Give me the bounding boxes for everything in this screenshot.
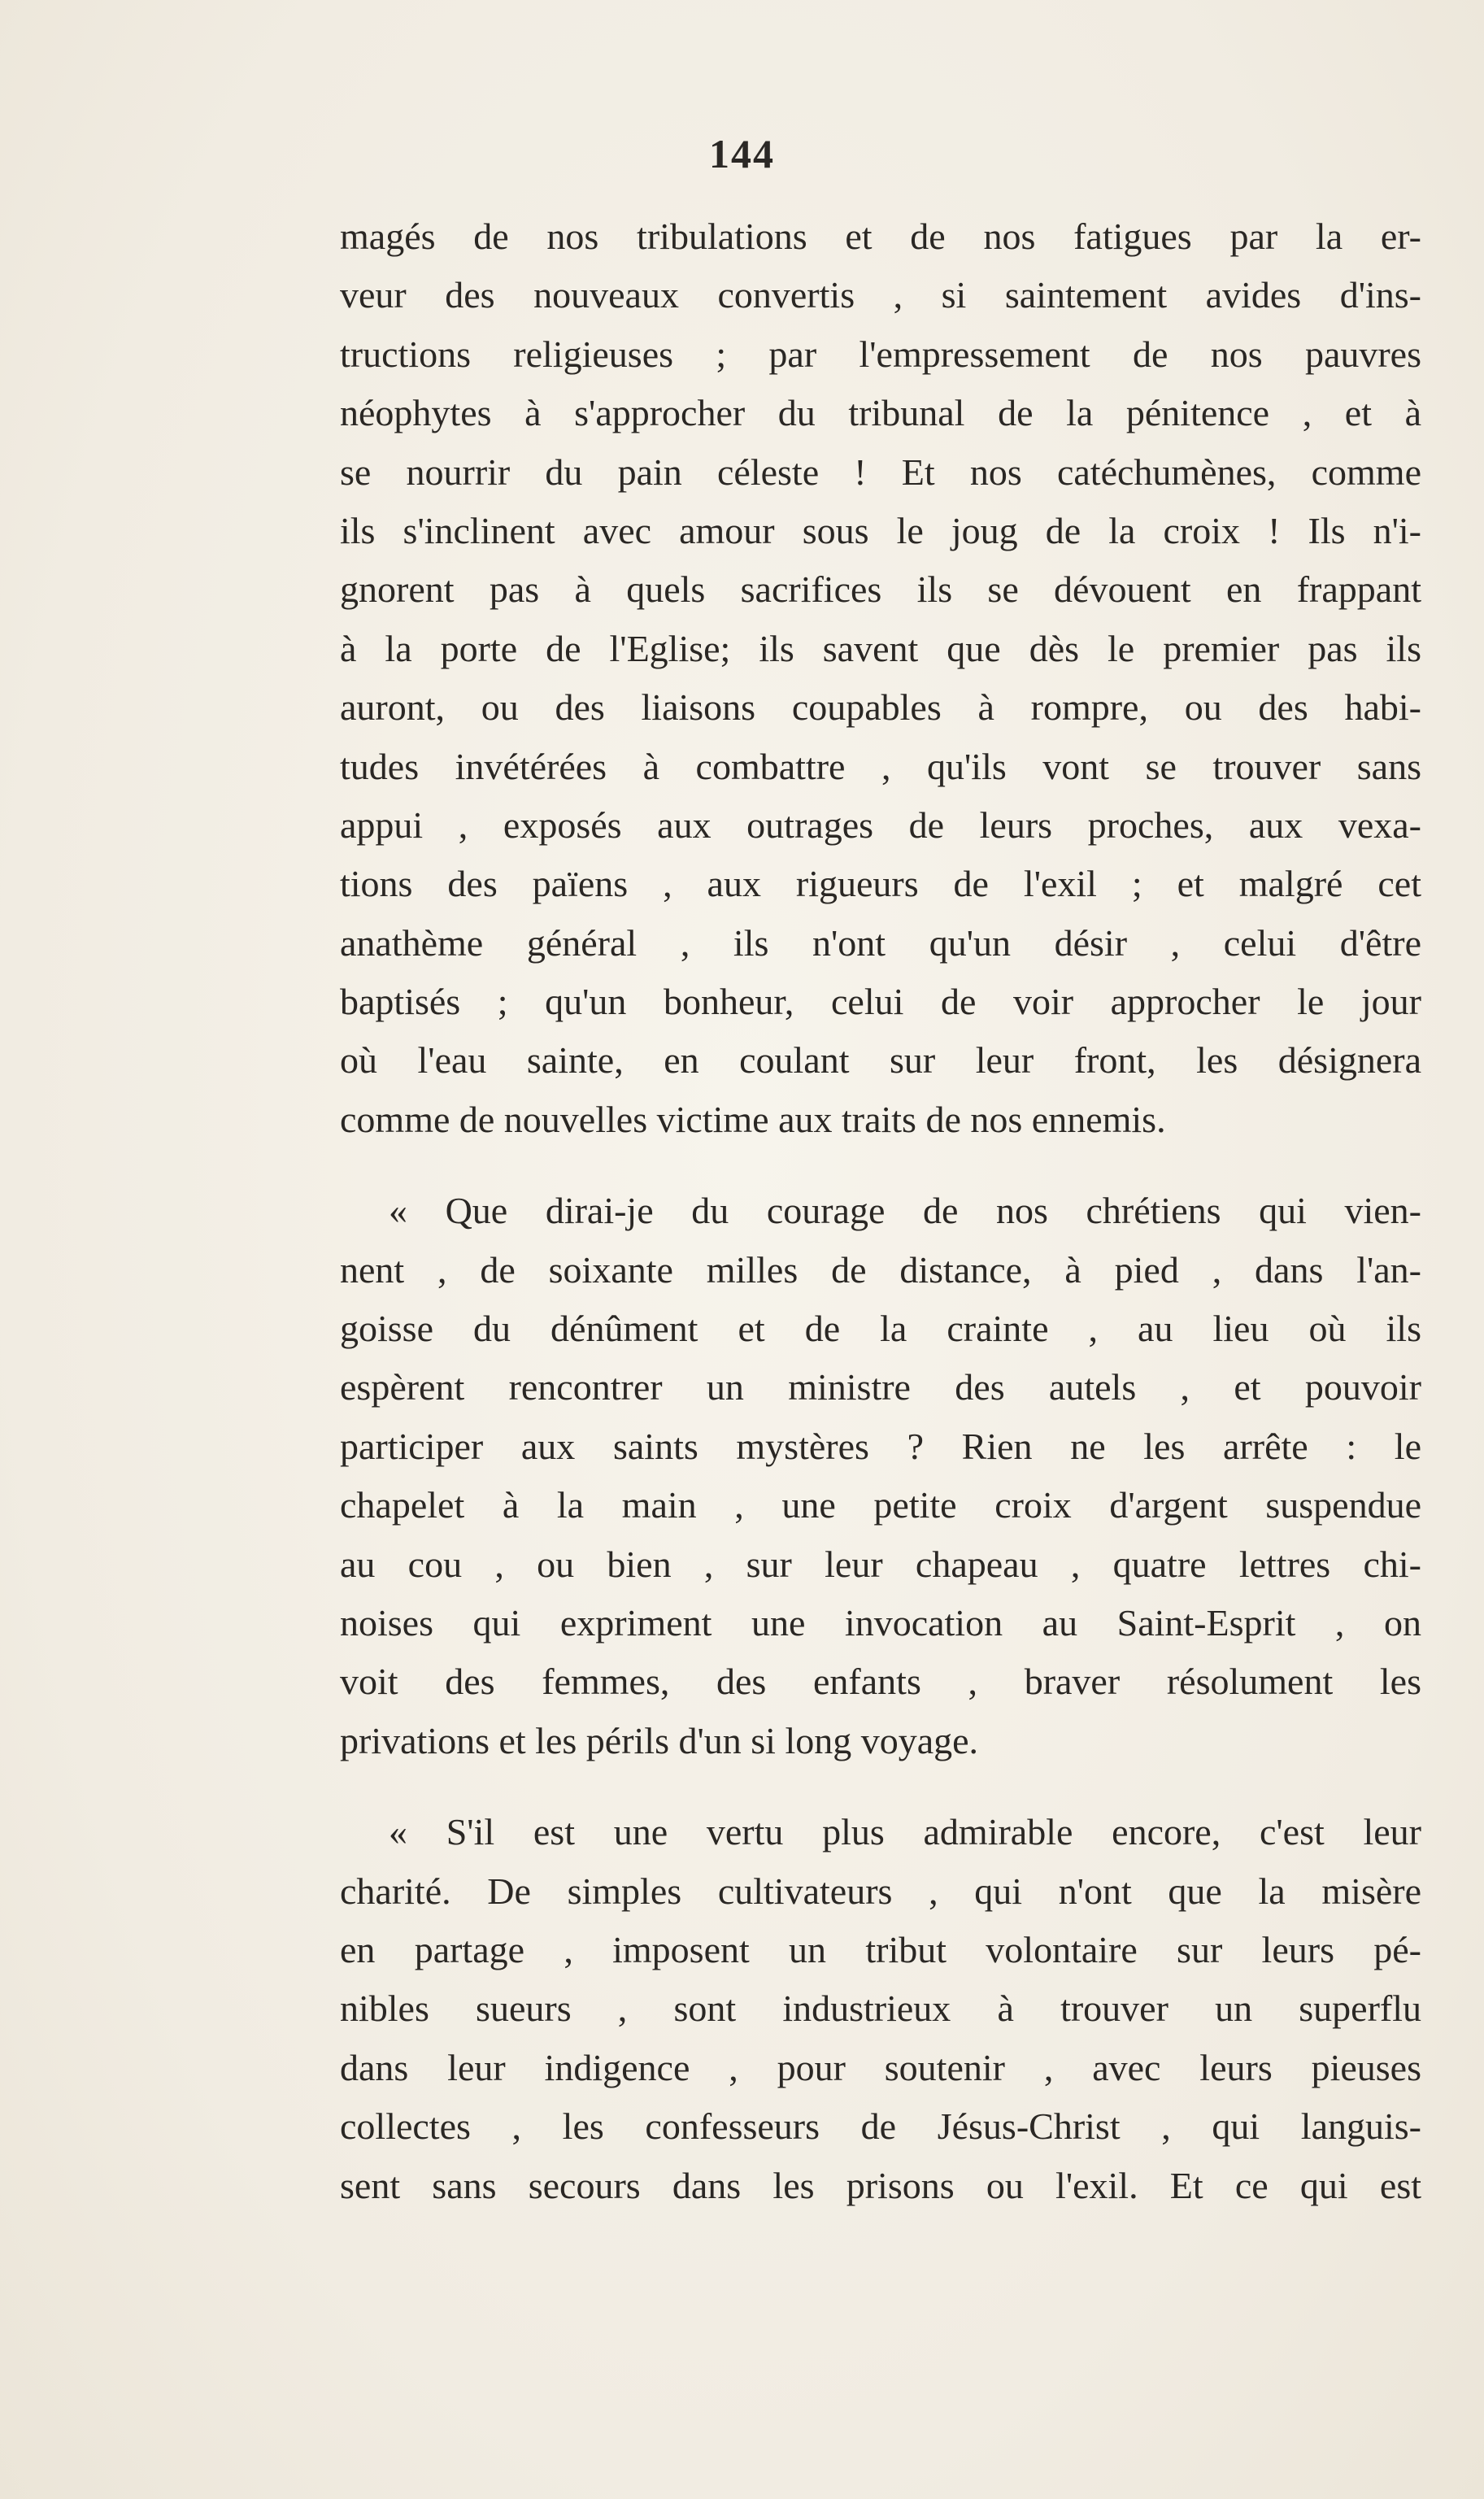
text-line: gnorent pas à quels sacrifices ils se dévouent en frappant [340, 568, 1421, 611]
paragraph-1 [340, 207, 1421, 1149]
text-line: collectes , les confesseurs de Jésus-Christ , qui languis- [340, 2105, 1421, 2148]
text-line: nent , de soixante milles de distance, à pied , dans l'an- [340, 1248, 1421, 1291]
text-line: nibles sueurs , sont industrieux à trouver un superflu [340, 1987, 1421, 2030]
text-line: en partage , imposent un tribut volontaire sur leurs pé- [340, 1928, 1421, 1970]
text-line: tions des païens , aux rigueurs de l'exil ; et malgré cet [340, 863, 1421, 905]
page-number: 144 [709, 131, 775, 176]
text-line: voit des femmes, des enfants , braver résolument les [340, 1661, 1421, 1703]
paragraph-3 [340, 1803, 1421, 2215]
body-text [340, 207, 1421, 2215]
text-line: se nourrir du pain céleste ! Et nos catéchumènes, comme [340, 451, 1421, 493]
text-line: ils s'inclinent avec amour sous le joug de la croix ! Ils n'i- [340, 509, 1421, 551]
text-line: chapelet à la main , une petite croix d'argent suspendue [340, 1484, 1421, 1526]
text-line: veur des nouveaux convertis , si saintement avides d'ins- [340, 274, 1421, 316]
text-line: anathème général , ils n'ont qu'un désir , celui d'être [340, 921, 1421, 964]
text-line: où l'eau sainte, en coulant sur leur front, les désignera [340, 1039, 1421, 1082]
text-line: sent sans secours dans les prisons ou l'exil. Et ce qui est [340, 2164, 1421, 2206]
text-line: privations et les périls d'un si long voyage. [340, 1719, 979, 1761]
paragraph-2 [340, 1182, 1421, 1770]
text-line: tudes invétérées à combattre , qu'ils vont se trouver sans [340, 745, 1421, 787]
text-line: comme de nouvelles victime aux traits de nos ennemis. [340, 1098, 1166, 1140]
text-line: dans leur indigence , pour soutenir , avec leurs pieuses [340, 2046, 1421, 2088]
text-line: noises qui expriment une invocation au Saint-Esprit , on [340, 1601, 1421, 1644]
text-line: charité. De simples cultivateurs , qui n'ont que la misère [340, 1870, 1421, 1912]
text-line: « Que dirai-je du courage de nos chrétiens qui vien- [389, 1190, 1421, 1232]
text-line: au cou , ou bien , sur leur chapeau , quatre lettres chi- [340, 1543, 1421, 1585]
text-line: baptisés ; qu'un bonheur, celui de voir approcher le jour [340, 981, 1421, 1023]
text-line: « S'il est une vertu plus admirable encore, c'est leur [389, 1811, 1421, 1853]
text-line: néophytes à s'approcher du tribunal de la pénitence , et à [340, 392, 1421, 434]
text-line: tructions religieuses ; par l'empressement de nos pauvres [340, 333, 1421, 375]
text-line: appui , exposés aux outrages de leurs proches, aux vexa- [340, 803, 1421, 846]
text-line: participer aux saints mystères ? Rien ne les arrête : le [340, 1425, 1421, 1467]
text-line: goisse du dénûment et de la crainte , au lieu où ils [340, 1308, 1421, 1350]
text-line: à la porte de l'Eglise; ils savent que dès le premier pas ils [340, 627, 1421, 669]
text-line: magés de nos tribulations et de nos fatigues par la er- [340, 216, 1421, 257]
paragraph-gap [340, 1770, 1421, 1803]
paragraph-gap [340, 1149, 1421, 1182]
text-line: auront, ou des liaisons coupables à rompre, ou des habi- [340, 686, 1421, 729]
text-line: espèrent rencontrer un ministre des autels , et pouvoir [340, 1366, 1421, 1408]
